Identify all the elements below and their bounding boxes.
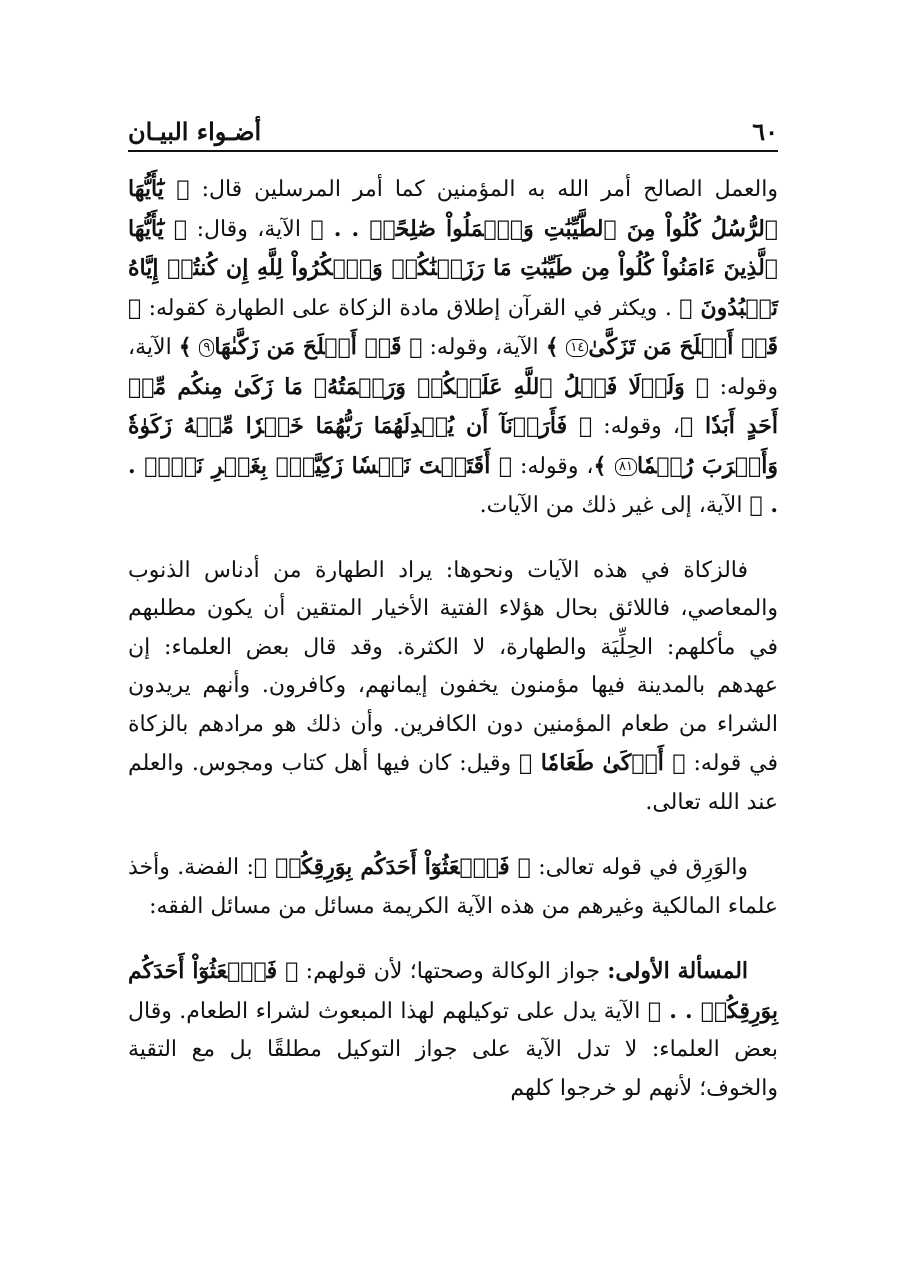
page-body: [128, 170, 778, 1108]
body-text: والوَرِق في قوله تعالى:: [530, 855, 749, 880]
ayah-number-badge: ٩: [199, 339, 214, 357]
quran-verse: ﴿ فَأَرَدۡنَآ أَن يُبۡدِلَهُمَا رَبُّهُمَا خَيۡرٗا مِّنۡهُ زَكَوٰةٗ وَأَقۡرَبَ رُحۡمٗا: [128, 413, 778, 479]
paragraph-p1: [128, 170, 778, 526]
paragraph-p4: [128, 952, 778, 1108]
paragraph-p3: [128, 848, 778, 926]
body-text: الآية، وقال:: [187, 216, 311, 242]
quran-verse: ﴿ وَلَوۡلَا فَضۡلُ ٱللَّهِ عَلَيۡكُمۡ وَرَحۡمَتُهُۥ مَا زَكَىٰ مِنكُم مِّنۡ أَحَدٍ أَبَدٗا ﴾: [128, 373, 778, 439]
body-text: الآية، وقوله:: [128, 335, 778, 400]
body-text: فالزكاة في هذه الآيات ونحوها: يراد الطهارة من أدناس الذنوب والمعاصي، فاللائق بحال هؤلاء الفتية الأخيار المتقين أن يكون مطلبهم في مأكلهم: الحِلِّيَة والطهارة، لا الكثرة. وقد قال بعض العلماء: إن عهدهم بالمدينة فيها مؤمنون يخفون إيمانهم، وكافرون. وأنهم يريدون الشراء من طعام المؤمنين دون الكافرين. وأن ذلك هو مرادهم بالزكاة في قوله:: [128, 557, 779, 776]
ayah-number-badge: ١٤: [566, 339, 588, 357]
quran-verse: ﴿ أَزۡكَىٰ طَعَامٗا ﴾: [518, 750, 686, 776]
quran-verse: ﴾: [593, 452, 615, 479]
page-number: ٦٠: [752, 117, 778, 146]
quran-verse: ﴿ يَٰٓأَيُّهَا ٱلرُّسُلُ كُلُواْ مِنَ ٱلطَّيِّبَٰتِ وَٱعۡمَلُواْ صَٰلِحًاۖ . . ﴾: [128, 176, 778, 242]
body-text: وقيل: كان فيها أهل كتاب ومجوس. والعلم عند الله تعالى.: [128, 751, 778, 815]
body-text: . ويكثر في القرآن إطلاق مادة الزكاة على الطهارة كقوله:: [141, 295, 680, 321]
quran-verse: ﴿ قَدۡ أَفۡلَحَ مَن زَكَّىٰهَا: [214, 334, 423, 360]
issue-heading: المسألة الأولى:: [607, 958, 749, 984]
body-text: الآية، إلى غير ذلك من الآيات.: [479, 493, 750, 518]
paragraph-gap: [128, 526, 778, 552]
body-text: الآية، وقوله:: [422, 335, 546, 360]
quran-verse: ﴿ قَدۡ أَفۡلَحَ مَن تَزَكَّىٰ: [128, 294, 779, 360]
quran-verse: ﴿ يَٰٓأَيُّهَا ٱلَّذِينَ ءَامَنُواْ كُلُواْ مِن طَيِّبَٰتِ مَا رَزَقۡنَٰكُمۡ وَٱشۡكُرُواْ لِلَّهِ إِن كُنتُمۡ إِيَّاهُ تَعۡبُدُونَ ﴾: [128, 215, 778, 321]
quran-verse: ﴾: [545, 334, 567, 360]
body-text: والعمل الصالح أمر الله به المؤمنين كما أمر المرسلين قال:: [189, 177, 778, 202]
page-header: [128, 110, 778, 152]
quran-verse: ﴿ فَٱبۡعَثُوٓاْ أَحَدَكُم بِوَرِقِكُمۡ . . ﴾: [128, 958, 778, 1024]
body-text: الآية يدل على توكيلهم لهذا المبعوث لشراء الطعام. وقال بعض العلماء: لا تدل الآية على جواز التوكيل مطلقًا بل مع التقية والخوف؛ لأنهم لو خرجوا كلهم: [128, 998, 778, 1101]
paragraph-p2: [128, 552, 778, 823]
quran-verse: ﴿ فَٱبۡعَثُوٓاْ أَحَدَكُم بِوَرِقِكُمۡ ﴾: [253, 854, 531, 880]
paragraph-gap: [128, 926, 778, 952]
body-text: ، وقوله:: [592, 414, 680, 439]
quran-verse: ﴾: [178, 334, 200, 360]
paragraph-gap: [128, 822, 778, 848]
ayah-number-badge: ٨١: [615, 458, 637, 476]
body-text: : الفضة. وأخذ علماء المالكية وغيرهم من هذه الآية الكريمة مسائل من مسائل الفقه:: [128, 855, 778, 919]
running-title: أضـواء البيـان: [128, 117, 262, 146]
quran-verse: ﴿ أَقَتَلۡتَ نَفۡسٗا زَكِيَّةَۢ بِغَيۡرِ نَفۡسٖ . . ﴾: [128, 452, 778, 518]
body-text: ، وقوله:: [512, 453, 594, 479]
body-text: جواز الوكالة وصحتها؛ لأن قولهم:: [298, 959, 608, 984]
